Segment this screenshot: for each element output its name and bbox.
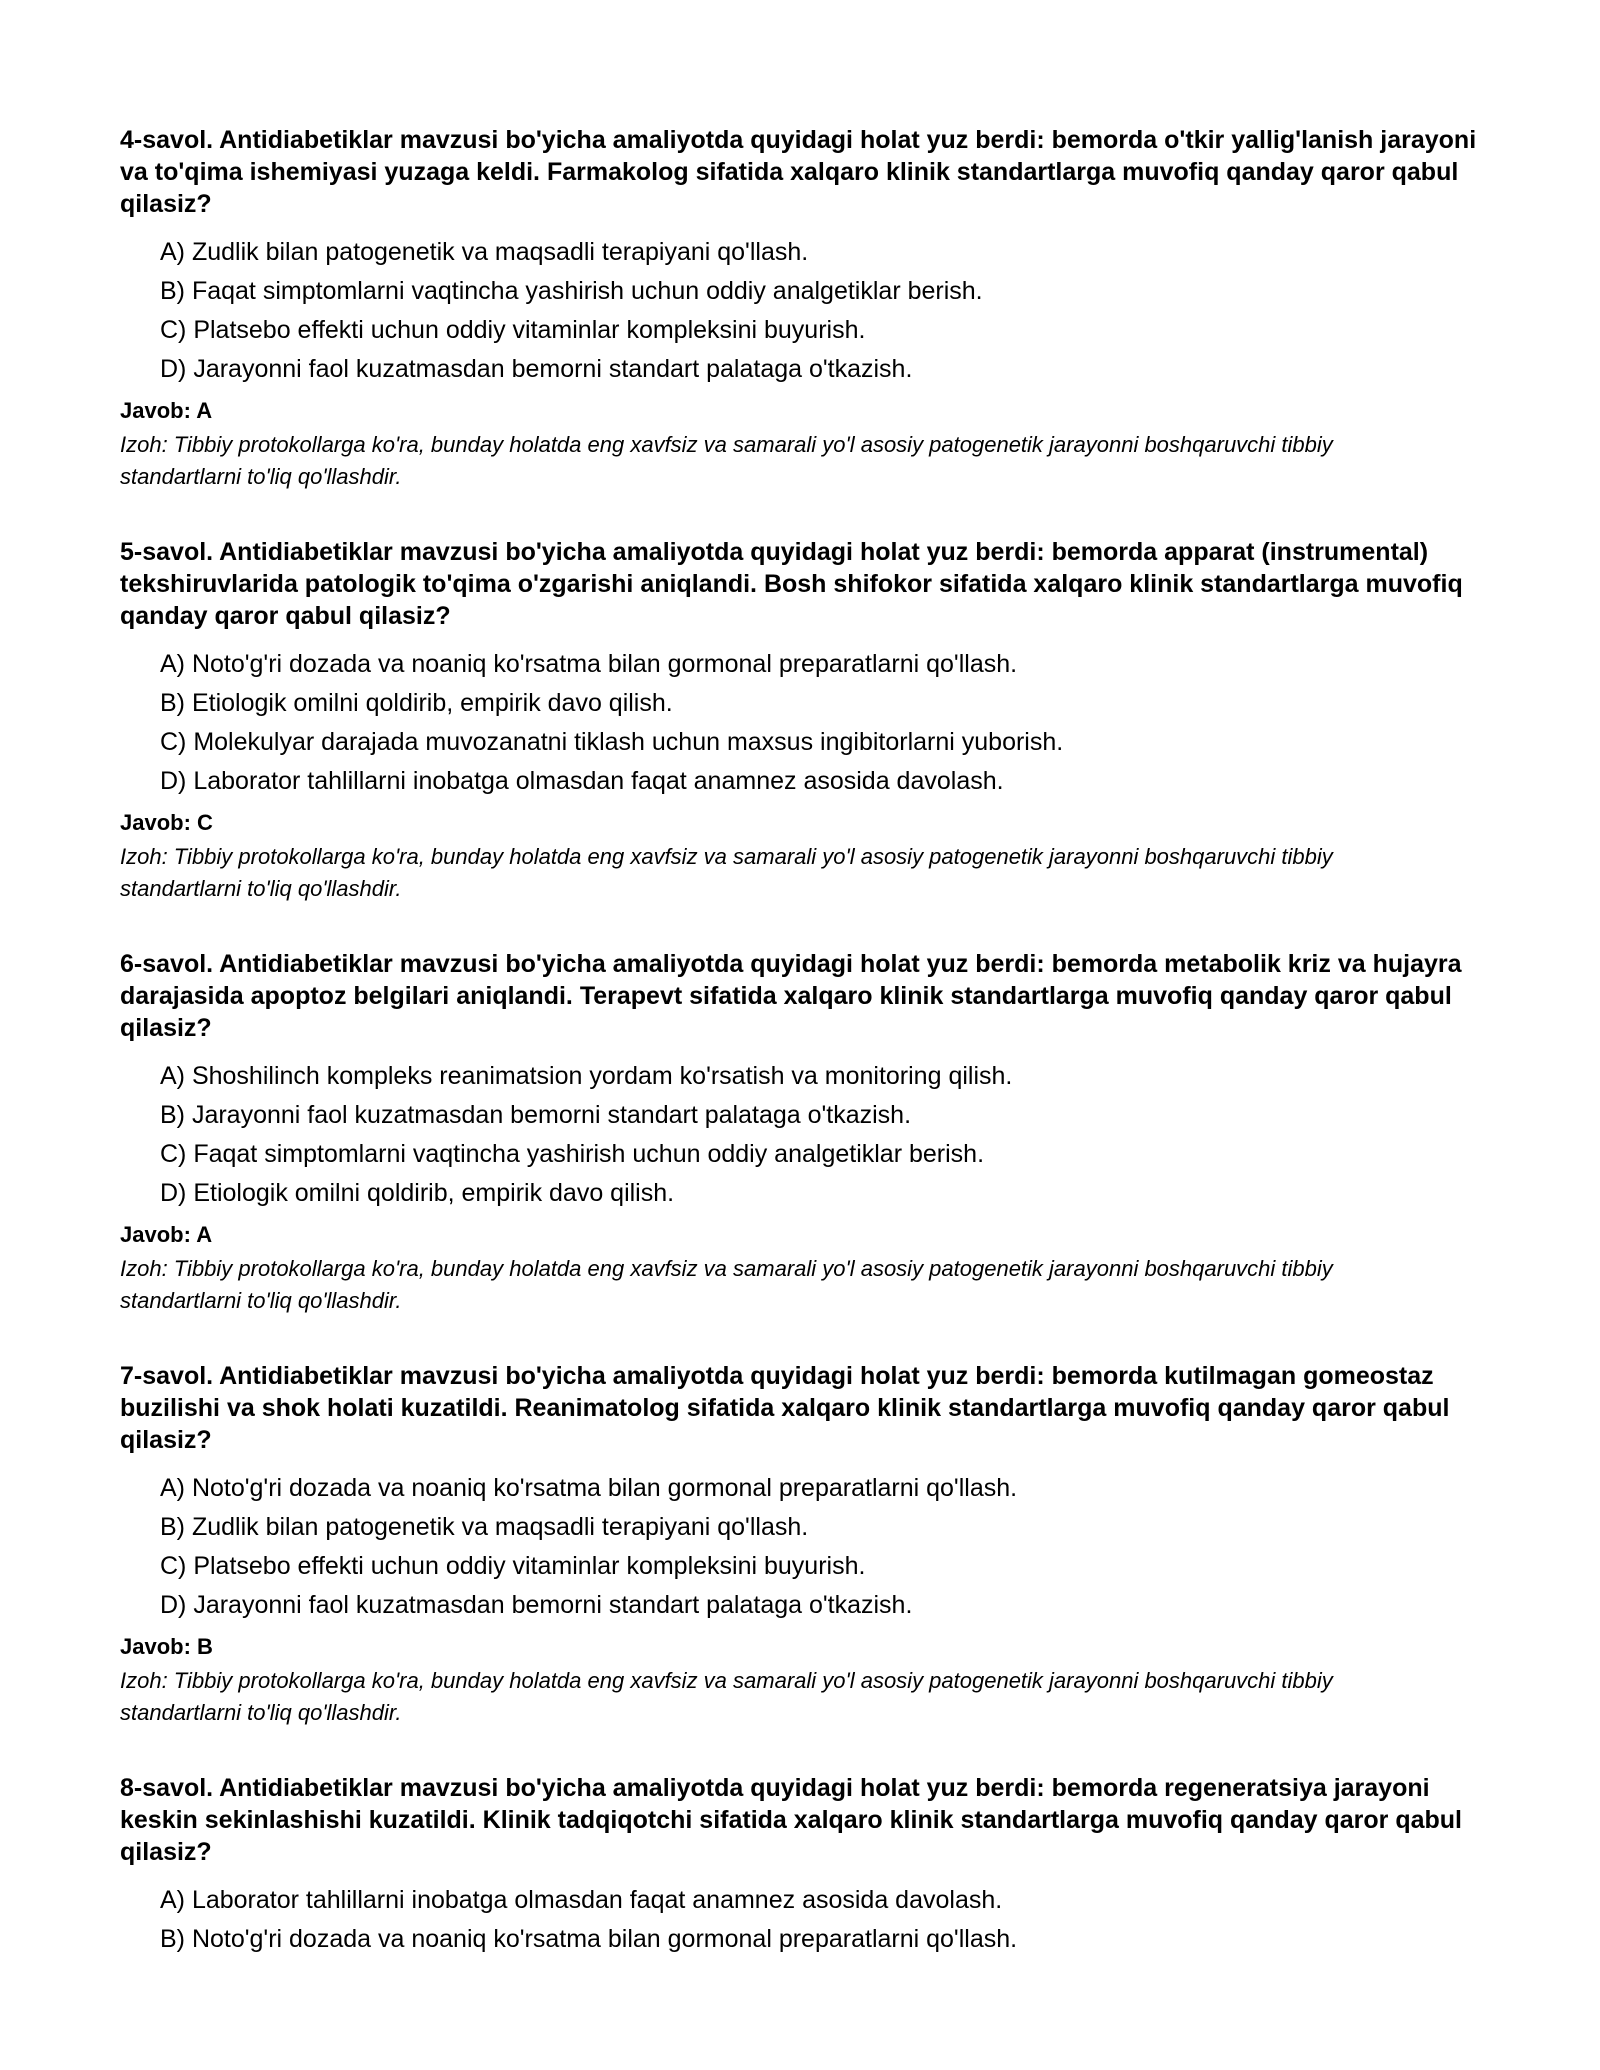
option-c: C) Platsebo effekti uchun oddiy vitaminlar kompleksini buyurish. — [160, 316, 866, 344]
answer-label: Javob: C — [120, 810, 213, 835]
option-a: A) Laborator tahlillarni inobatga olmasdan faqat anamnez asosida davolash. — [160, 1886, 1003, 1914]
option-c: C) Faqat simptomlarni vaqtincha yashirish uchun oddiy analgetiklar berish. — [160, 1140, 985, 1168]
option-d: D) Jarayonni faol kuzatmasdan bemorni standart palataga o'tkazish. — [160, 355, 913, 383]
option-d: D) Laborator tahlillarni inobatga olmasdan faqat anamnez asosida davolash. — [160, 767, 1004, 795]
option-a: A) Noto'g'ri dozada va noaniq ko'rsatma bilan gormonal preparatlarni qo'llash. — [160, 1474, 1018, 1502]
options-list — [120, 1057, 1500, 1213]
option-a: A) Noto'g'ri dozada va noaniq ko'rsatma bilan gormonal preparatlarni qo'llash. — [160, 650, 1018, 678]
question-title: 4-savol. Antidiabetiklar mavzusi bo'yicha amaliyotda quyidagi holat yuz berdi: bemorda o'tkir yallig'lanish jarayoni va to'qima ishemiyasi yuzaga keldi. Farmakolog sifatida xalqaro klinik standartlarga muvofiq qanday qaror qabul qilasiz? — [120, 126, 1477, 218]
option-d: D) Jarayonni faol kuzatmasdan bemorni standart palataga o'tkazish. — [160, 1591, 913, 1619]
answer-label: Javob: A — [120, 1222, 213, 1247]
options-list — [120, 1469, 1500, 1625]
option-b: B) Noto'g'ri dozada va noaniq ko'rsatma bilan gormonal preparatlarni qo'llash. — [160, 1925, 1018, 1953]
option-a: A) Shoshilinch kompleks reanimatsion yordam ko'rsatish va monitoring qilish. — [160, 1062, 1013, 1090]
question-7 — [120, 1360, 1500, 1729]
answer-label: Javob: A — [120, 398, 213, 423]
explanation-note: Izoh: Tibbiy protokollarga ko'ra, bunday holatda eng xavfsiz va samarali yo'l asosiy patogenetik jarayonni boshqaruvchi tibbiy standartlarni to'liq qo'llashdir. — [120, 432, 1333, 489]
explanation-note: Izoh: Tibbiy protokollarga ko'ra, bunday holatda eng xavfsiz va samarali yo'l asosiy patogenetik jarayonni boshqaruvchi tibbiy standartlarni to'liq qo'llashdir. — [120, 1668, 1333, 1725]
question-title: 7-savol. Antidiabetiklar mavzusi bo'yicha amaliyotda quyidagi holat yuz berdi: bemorda kutilmagan gomeostaz buzilishi va shok holati kuzatildi. Reanimatolog sifatida xalqaro klinik standartlarga muvofiq qanday qaror qabul qilasiz? — [120, 1362, 1450, 1454]
answer-label: Javob: B — [120, 1634, 213, 1659]
explanation-note: Izoh: Tibbiy protokollarga ko'ra, bunday holatda eng xavfsiz va samarali yo'l asosiy patogenetik jarayonni boshqaruvchi tibbiy standartlarni to'liq qo'llashdir. — [120, 1256, 1333, 1313]
question-8 — [120, 1772, 1500, 1959]
question-title: 5-savol. Antidiabetiklar mavzusi bo'yicha amaliyotda quyidagi holat yuz berdi: bemorda apparat (instrumental) tekshiruvlarida patologik to'qima o'zgarishi aniqlandi. Bosh shifokor sifatida xalqaro klinik standartlarga muvofiq qanday qaror qabul qilasiz? — [120, 538, 1463, 630]
options-list — [120, 233, 1500, 389]
question-title: 6-savol. Antidiabetiklar mavzusi bo'yicha amaliyotda quyidagi holat yuz berdi: bemorda metabolik kriz va hujayra darajasida apoptoz belgilari aniqlandi. Terapevt sifatida xalqaro klinik standartlarga muvofiq qanday qaror qabul qilasiz? — [120, 950, 1462, 1042]
question-5 — [120, 536, 1500, 905]
question-6 — [120, 948, 1500, 1317]
option-b: B) Zudlik bilan patogenetik va maqsadli terapiyani qo'llash. — [160, 1513, 809, 1541]
option-b: B) Jarayonni faol kuzatmasdan bemorni standart palataga o'tkazish. — [160, 1101, 912, 1129]
options-list — [120, 1881, 1500, 1959]
option-b: B) Etiologik omilni qoldirib, empirik davo qilish. — [160, 689, 673, 717]
option-c: C) Platsebo effekti uchun oddiy vitaminlar kompleksini buyurish. — [160, 1552, 866, 1580]
question-title: 8-savol. Antidiabetiklar mavzusi bo'yicha amaliyotda quyidagi holat yuz berdi: bemorda regeneratsiya jarayoni keskin sekinlashishi kuzatildi. Klinik tadqiqotchi sifatida xalqaro klinik standartlarga muvofiq qanday qaror qabul qilasiz? — [120, 1774, 1462, 1866]
option-a: A) Zudlik bilan patogenetik va maqsadli terapiyani qo'llash. — [160, 238, 809, 266]
explanation-note: Izoh: Tibbiy protokollarga ko'ra, bunday holatda eng xavfsiz va samarali yo'l asosiy patogenetik jarayonni boshqaruvchi tibbiy standartlarni to'liq qo'llashdir. — [120, 844, 1333, 901]
document-page — [120, 124, 1500, 2002]
option-c: C) Molekulyar darajada muvozanatni tiklash uchun maxsus ingibitorlarni yuborish. — [160, 728, 1064, 756]
option-d: D) Etiologik omilni qoldirib, empirik davo qilish. — [160, 1179, 675, 1207]
question-4 — [120, 124, 1500, 493]
option-b: B) Faqat simptomlarni vaqtincha yashirish uchun oddiy analgetiklar berish. — [160, 277, 983, 305]
options-list — [120, 645, 1500, 801]
